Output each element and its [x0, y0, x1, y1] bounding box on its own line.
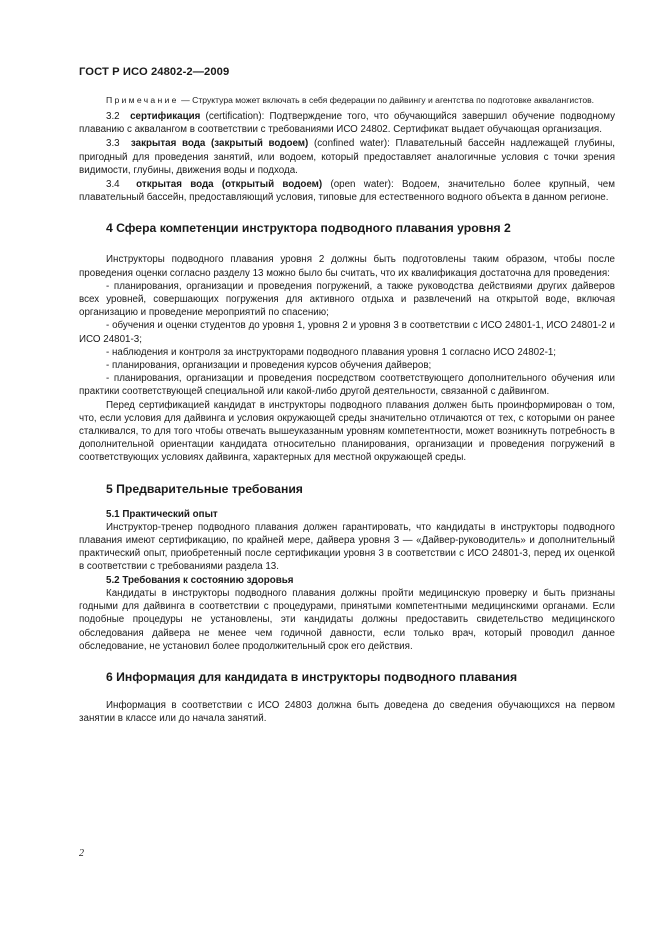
subsection-5-2-heading: 5.2 Требования к состоянию здоровья	[106, 574, 294, 586]
subsection-5-1-text: Инструктор-тренер подводного плавания должен гарантировать, что кандидаты в инструкторы подводного плавания имеют сертификацию, по крайней мере, дайвера уровня 3 — «Дайвер-руководитель» и дополнительный практический опыт, приобретенный после сертификации уровня 3 в соответствии с ИСО 24801-3, перед их оценкой в соответствии с требованиями раздела 13.	[79, 521, 615, 573]
subsection-5-2-text: Кандидаты в инструкторы подводного плавания должны пройти медицинскую проверку и быть признаны годными для дайвинга в соответствии с процедурами, принятыми компетентными медицинскими органами. Если подобные процедуры не установлены, эти кандидаты должны предоставить свидетельство медицинского обследования дайвера не менее чем годичной давности, если только врач, который проводил данное обследование, не установил более продолжительный срок его действия.	[79, 587, 615, 652]
list-item: - планирования, организации и проведения посредством соответствующего дополнительного обучения или практики соответствующей специальной или какой-либо другой деятельности, связанной с дайвингом.	[79, 373, 615, 398]
page-number: 2	[79, 848, 84, 859]
definition-text: (certification): Подтверждение того, что обучающийся завершил обучение подводному плаванию с аквалангом в соответствии с требованиями ИСО 24802. Сертификат выдает обучающая организация.	[79, 111, 615, 136]
definition-3-3	[79, 137, 615, 177]
note-text: — Структура может включать в себя федерации по дайвингу и агентства по подготовке аквалангистов.	[178, 95, 595, 105]
section-4-closing: Перед сертификацией кандидат в инструкторы подводного плавания должен быть проинформирован о том, что, если условия для дайвинга и условия окружающей среды значительно отличаются от тех, с которыми он ранее сталкивался, то для того чтобы отвечать вышеуказанным уровням компетентности, может возникнуть потребность в дополнительной ориентации кандидата относительно планирования, организации и проведения погружений в соответствующих условиях дайвинга, характерных для местной окружающей среды.	[79, 399, 615, 464]
note-paragraph	[79, 94, 615, 106]
definition-term: открытая вода (открытый водоем)	[136, 179, 323, 191]
definition-number: 3.3	[106, 138, 120, 150]
list-item: - наблюдения и контроля за инструкторами подводного плавания уровня 1 согласно ИСО 24802-1;	[106, 346, 557, 358]
section-6-text: Информация в соответствии с ИСО 24803 должна быть доведена до сведения обучающихся на первом занятии в классе или до начала занятий.	[79, 699, 615, 725]
list-item: - планирования, организации и проведения курсов обучения дайверов;	[106, 360, 432, 372]
list-item: - планирования, организации и проведения погружений, а также руководства действиями других дайверов всех уровней, совершающих погружения для активного отдыха и развлечений на открытой воде, включая организацию и проведение мероприятий по спасению;	[79, 280, 615, 319]
definition-number: 3.2	[106, 111, 120, 122]
section-5-heading: 5 Предварительные требования	[106, 481, 303, 496]
definition-3-2	[79, 110, 615, 136]
note-label: Примечание	[106, 95, 179, 105]
definition-term: сертификация	[130, 111, 201, 122]
section-6-heading: 6 Информация для кандидата в инструкторы подводного плавания	[106, 669, 518, 684]
section-4-heading: 4 Сфера компетенции инструктора подводного плавания уровня 2	[106, 221, 511, 236]
definition-text: (open water): Водоем, значительно более крупный, чем плавательный бассейн, предоставляющий условия, типовые для естественного водного объекта в данном регионе.	[79, 179, 615, 204]
document-body	[79, 94, 615, 725]
document-header-title: ГОСТ Р ИСО 24802-2—2009	[79, 66, 230, 78]
list-item: - обучения и оценки студентов до уровня 1, уровня 2 и уровня 3 в соответствии с ИСО 24801-1, ИСО 24801-2 и ИСО 24801-3;	[79, 320, 615, 345]
definition-3-4	[79, 178, 615, 204]
definition-number: 3.4	[106, 179, 120, 191]
subsection-5-1-heading: 5.1 Практический опыт	[106, 508, 218, 520]
definition-text: (confined water): Плавательный бассейн надлежащей глубины, пригодный для проведения занятий, или водоем, который предоставляет аналогичные условия с точки зрения видимости, глубины, движения воды и подхода.	[79, 138, 615, 176]
section-4-intro: Инструкторы подводного плавания уровня 2 должны быть подготовлены таким образом, чтобы после проведения оценки согласно разделу 13 можно было бы считать, что их квалификация достаточна для проведения:	[79, 254, 615, 279]
definition-term: закрытая вода (закрытый водоем)	[130, 138, 309, 150]
